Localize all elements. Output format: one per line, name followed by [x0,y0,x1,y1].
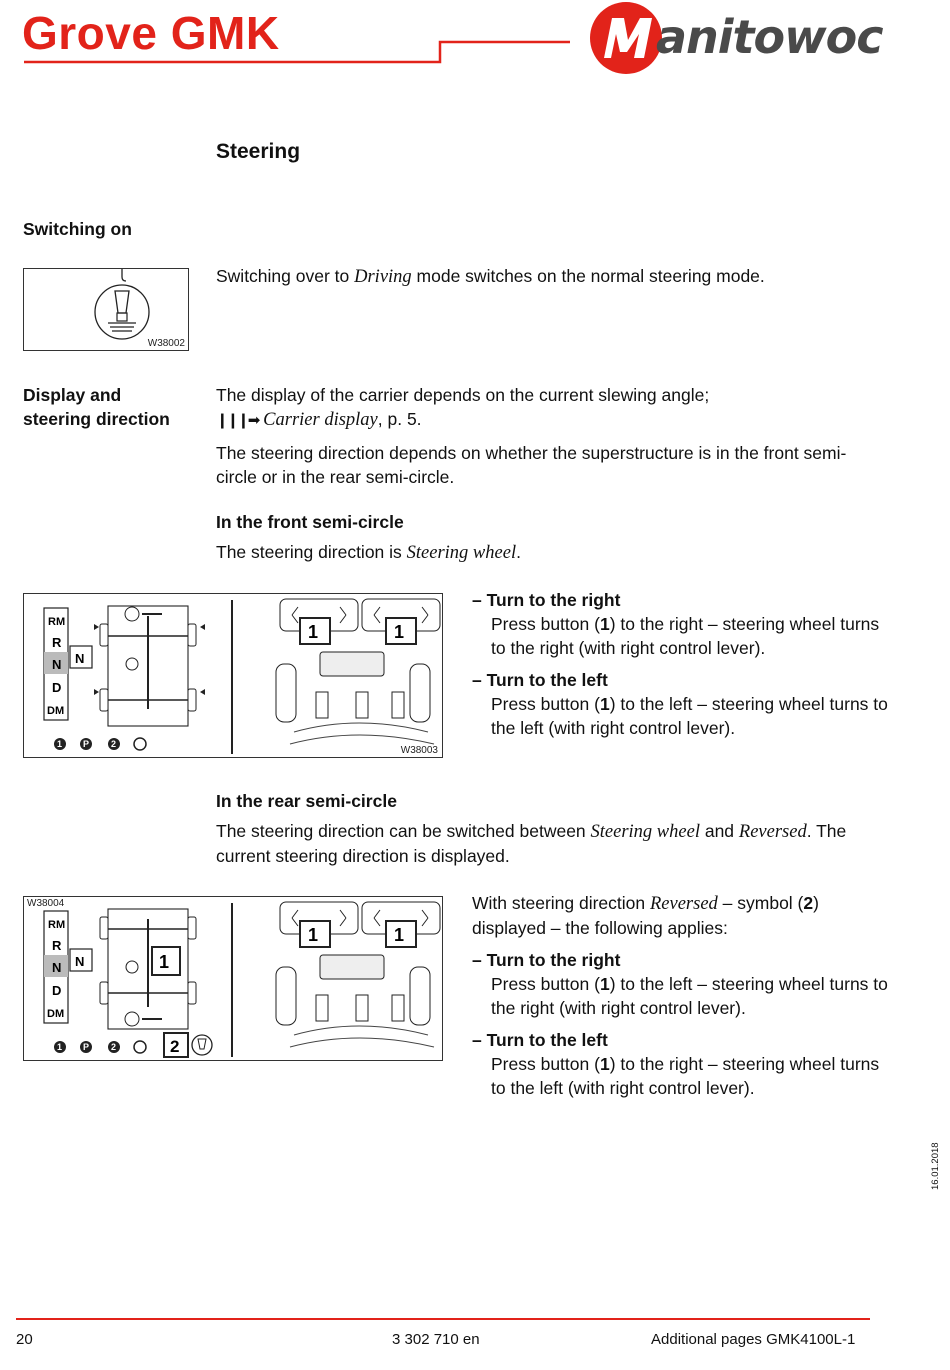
button-1-left: 1 [308,925,319,945]
lever-figure [23,268,189,351]
rear-text: The steering direction can be switched between Steering wheel and Reversed. The current steering direction is displayed. [216,821,847,866]
rear-carrier-display-illustration [24,897,442,1060]
gear-rm: RM [48,616,66,628]
front-heading: In the front semi-circle [216,512,404,532]
front-text: The steering direction is Steering wheel. [216,542,521,563]
list-item: – Turn to the right Press button (1) to the left – steering wheel turns to the right (with right control lever). [472,950,888,1018]
gear-dm: DM [47,1008,65,1020]
front-figure [23,593,443,758]
front-instruction-list [472,588,892,740]
gear-d: D [52,983,62,998]
page-title: Steering [216,140,301,163]
svg-text:P: P [83,1042,90,1052]
gear-n: N [52,657,62,672]
rear-instruction-list [472,891,892,1100]
list-item: – Turn to the left Press button (1) to the right – steering wheel turns to the left (with right control lever). [472,1030,880,1098]
gear-r: R [52,938,62,953]
indicator-symbols-row [54,738,146,750]
gear-rm: RM [48,919,66,931]
doc-title: Additional pages GMK4100L-1 [651,1331,856,1348]
gear-dm: DM [47,705,65,717]
gear-n-box: N [75,954,85,969]
svg-text:2: 2 [111,1042,117,1052]
list-item: – Turn to the right Press button (1) to the right – steering wheel turns to the right (with right control lever). [472,590,880,658]
carrier-button-1: 1 [159,952,170,972]
figure-code: W38003 [400,745,438,756]
switching-on-text: Switching over to Driving mode switches on the normal steering mode. [216,266,765,287]
reversed-symbol-label: 2 [170,1037,180,1056]
svg-text:1: 1 [57,1042,63,1052]
svg-text:1: 1 [57,739,63,749]
front-carrier-display-illustration [24,594,442,757]
gear-d: D [52,680,62,695]
rear-heading: In the rear semi-circle [216,791,397,811]
gear-n: N [52,960,62,975]
logo-wordmark: anitowoc [656,10,883,64]
page-number: 20 [16,1331,33,1348]
button-1-right: 1 [394,622,405,642]
display-heading: Display and steering direction [23,385,170,429]
button-1-right: 1 [394,925,405,945]
doc-number: 3 302 710 en [392,1331,480,1348]
indicator-symbols-row [54,1041,146,1053]
gear-n-box: N [75,651,85,666]
switching-on-heading: Switching on [23,219,132,239]
list-item: – Turn to the left Press button (1) to the left – steering wheel turns to the left (with right control lever). [472,670,888,738]
cross-reference-arrow-icon: ❙❙❙➡ [216,412,259,429]
brand-title: Grove GMK [22,7,280,59]
figure-code: W38002 [147,338,185,349]
cross-reference-link[interactable]: Carrier display [263,410,378,430]
svg-text:2: 2 [111,739,117,749]
display-text: The display of the carrier depends on the current slewing angle; ❙❙❙➡ Carrier display, p. 5. The steering direction depends on whether the superstructure is in the front semi-circle or in the rear semi-circle. [216,385,847,487]
reversed-steering-symbol-icon [192,1035,212,1055]
figure-code: W38004 [27,898,65,909]
footer-rule [16,1318,870,1320]
revision-date: 16.01.2018 [930,1142,941,1190]
svg-text:P: P [83,739,90,749]
rear-intro: With steering direction Reversed – symbol (2) displayed – the following applies: [472,893,819,938]
gear-r: R [52,635,62,650]
rear-figure [23,896,443,1061]
button-1-left: 1 [308,622,319,642]
